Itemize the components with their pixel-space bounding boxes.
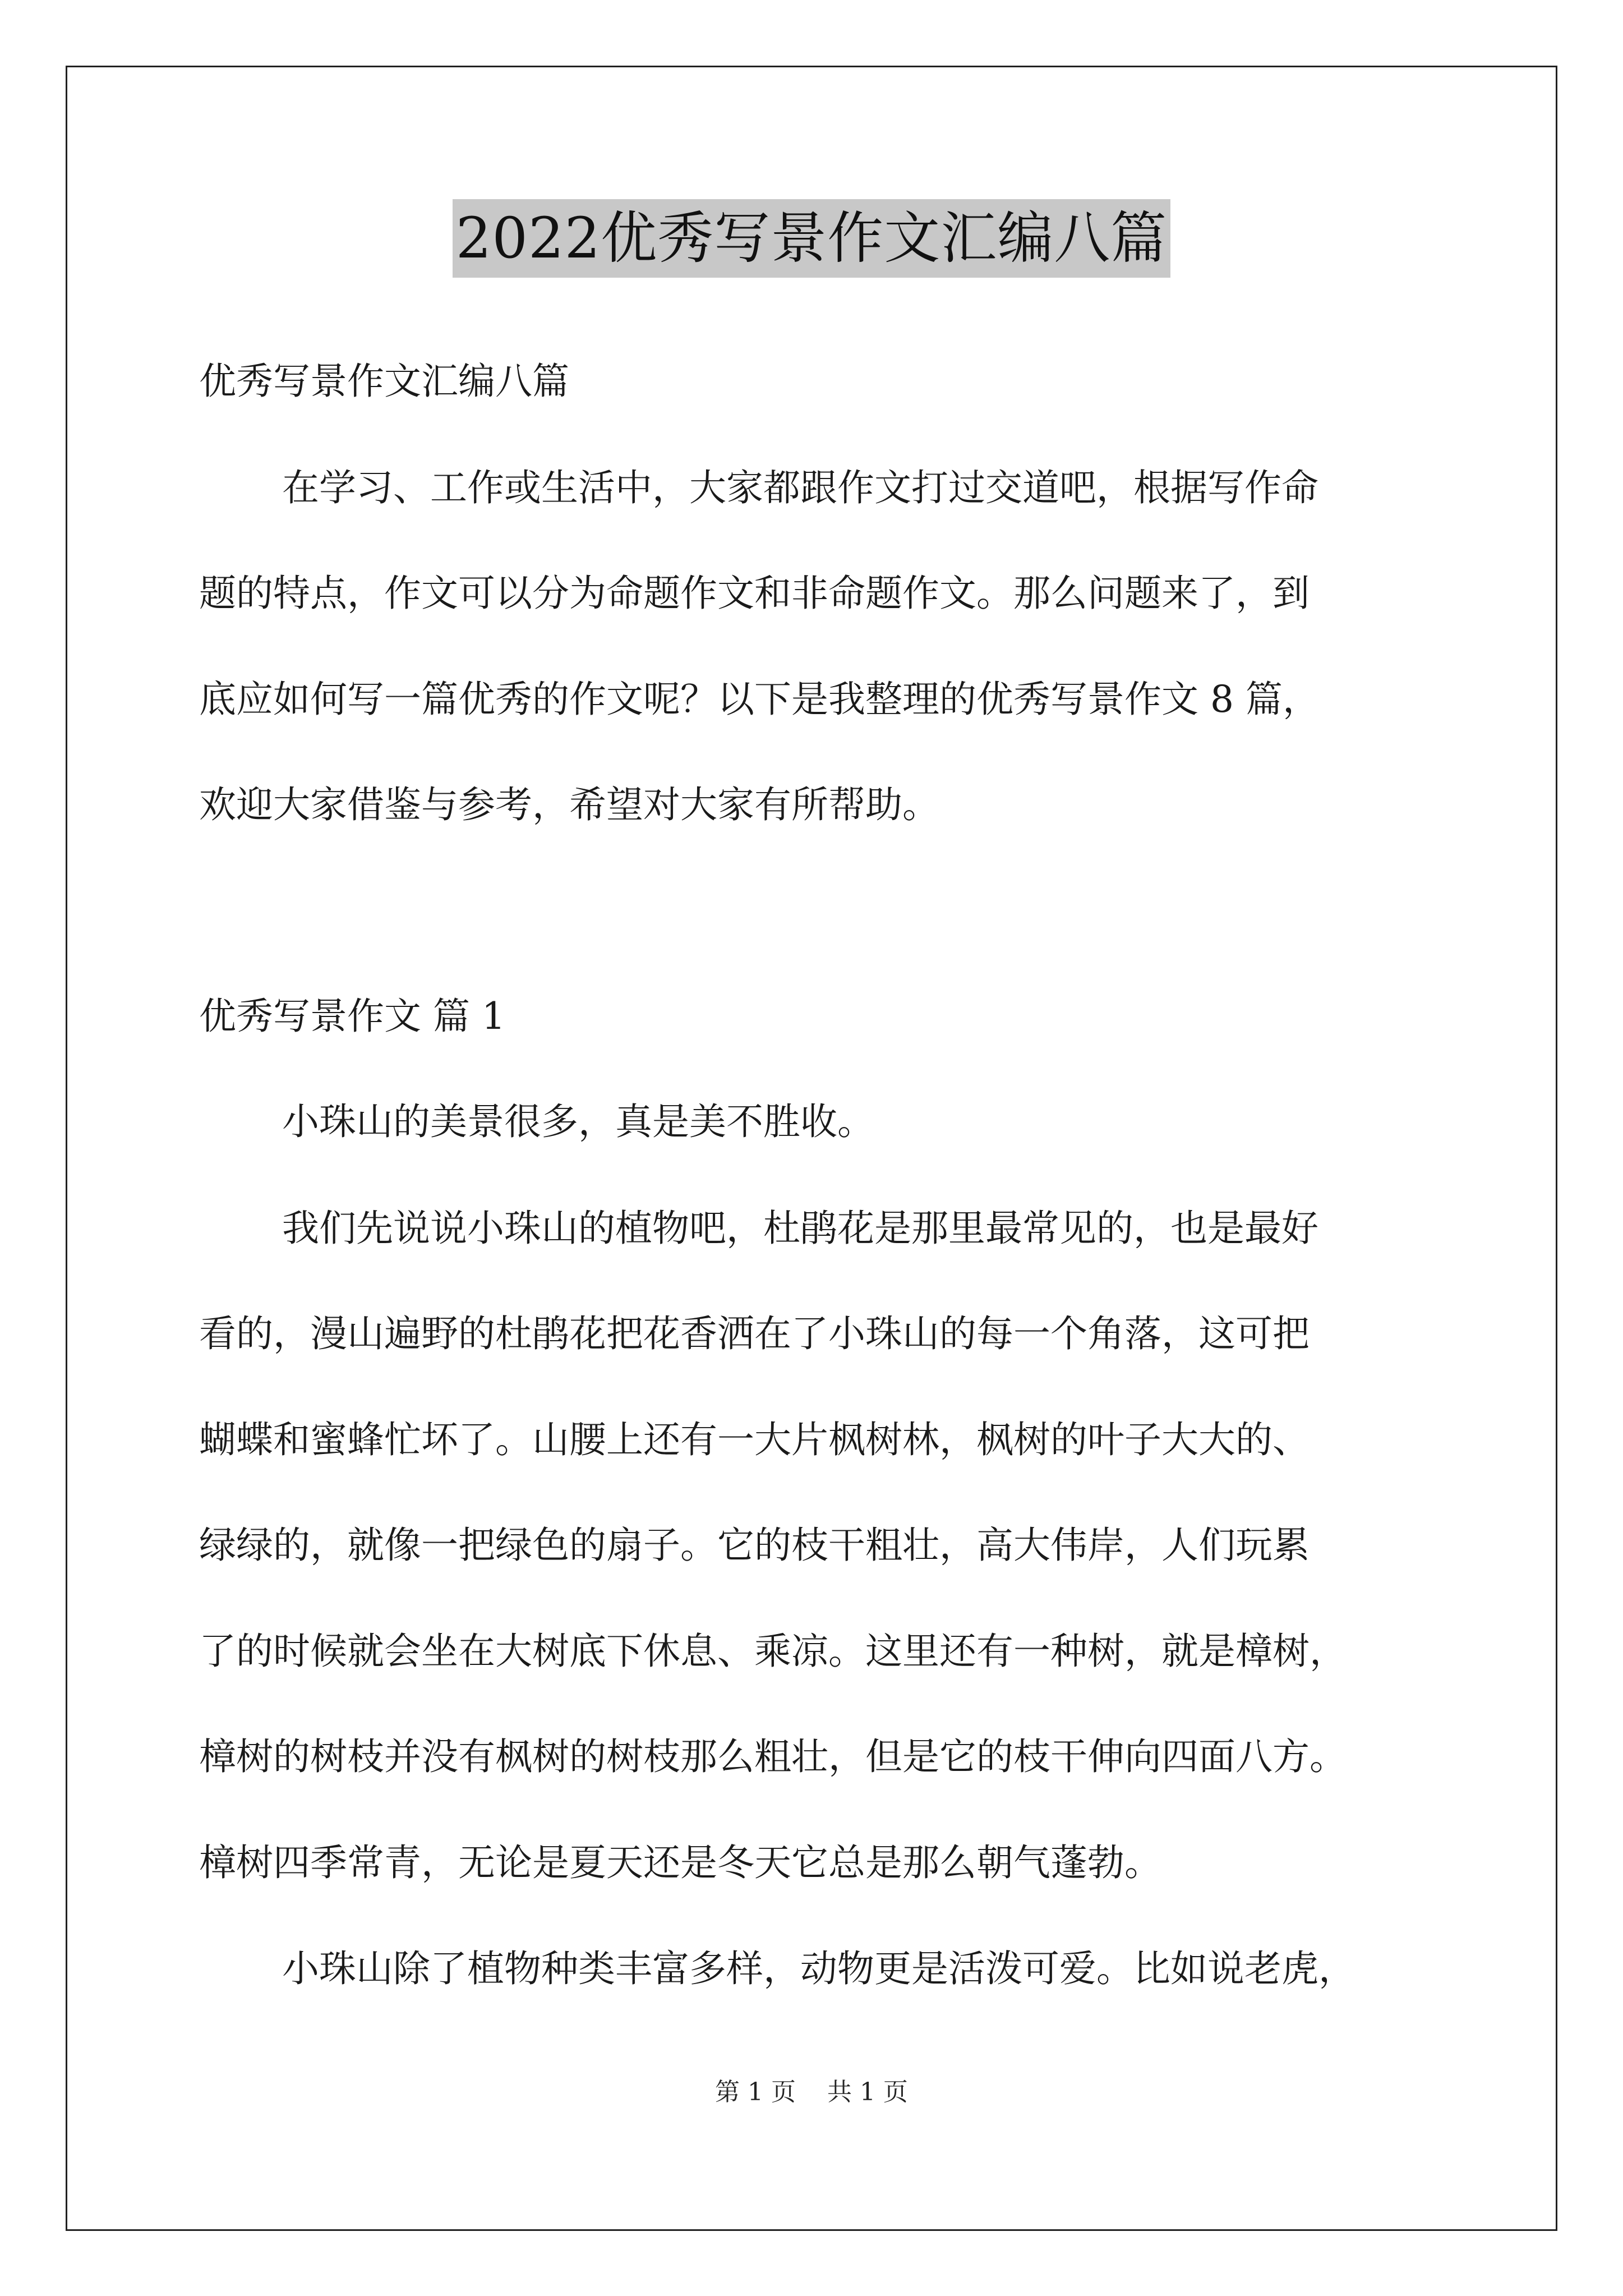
intro-line: 在学习、工作或生活中，大家都跟作文打过交道吧，根据写作命 — [282, 466, 1318, 509]
paragraph-line: 蝴蝶和蜜蜂忙坏了。山腰上还有一大片枫树林，枫树的叶子大大的、 — [199, 1418, 1310, 1461]
paragraph-line: 樟树四季常青，无论是夏天还是冬天它总是那么朝气蓬勃。 — [199, 1841, 1161, 1884]
page-footer: 第 1 页 共 1 页 — [715, 2078, 908, 2106]
document-subtitle: 优秀写景作文汇编八篇 — [199, 360, 569, 403]
paragraph-line: 了的时候就会坐在大树底下休息、乘凉。这里还有一种树，就是樟树， — [199, 1630, 1347, 1673]
intro-line: 题的特点，作文可以分为命题作文和非命题作文。那么问题来了，到 — [199, 572, 1310, 615]
paragraph-line: 绿绿的，就像一把绿色的扇子。它的枝干粗壮，高大伟岸，人们玩累 — [199, 1524, 1310, 1567]
intro-line: 欢迎大家借鉴与参考，希望对大家有所帮助。 — [199, 783, 939, 826]
title-container — [0, 199, 1623, 278]
paragraph-line: 看的，漫山遍野的杜鹃花把花香洒在了小珠山的每一个角落，这可把 — [199, 1312, 1310, 1355]
paragraph-line: 我们先说说小珠山的植物吧，杜鹃花是那里最常见的，也是最好 — [282, 1207, 1318, 1250]
intro-line: 底应如何写一篇优秀的作文呢？以下是我整理的优秀写景作文 8 篇， — [199, 678, 1320, 721]
paragraph-line: 樟树的树枝并没有枫树的树枝那么粗壮，但是它的枝干伸向四面八方。 — [199, 1735, 1347, 1778]
paragraph-line: 小珠山的美景很多，真是美不胜收。 — [282, 1100, 874, 1143]
document-title: 2022优秀写景作文汇编八篇 — [453, 199, 1171, 278]
paragraph-line: 小珠山除了植物种类丰富多样，动物更是活泼可爱。比如说老虎， — [282, 1947, 1355, 1990]
section-heading: 优秀写景作文 篇 1 — [199, 995, 505, 1038]
